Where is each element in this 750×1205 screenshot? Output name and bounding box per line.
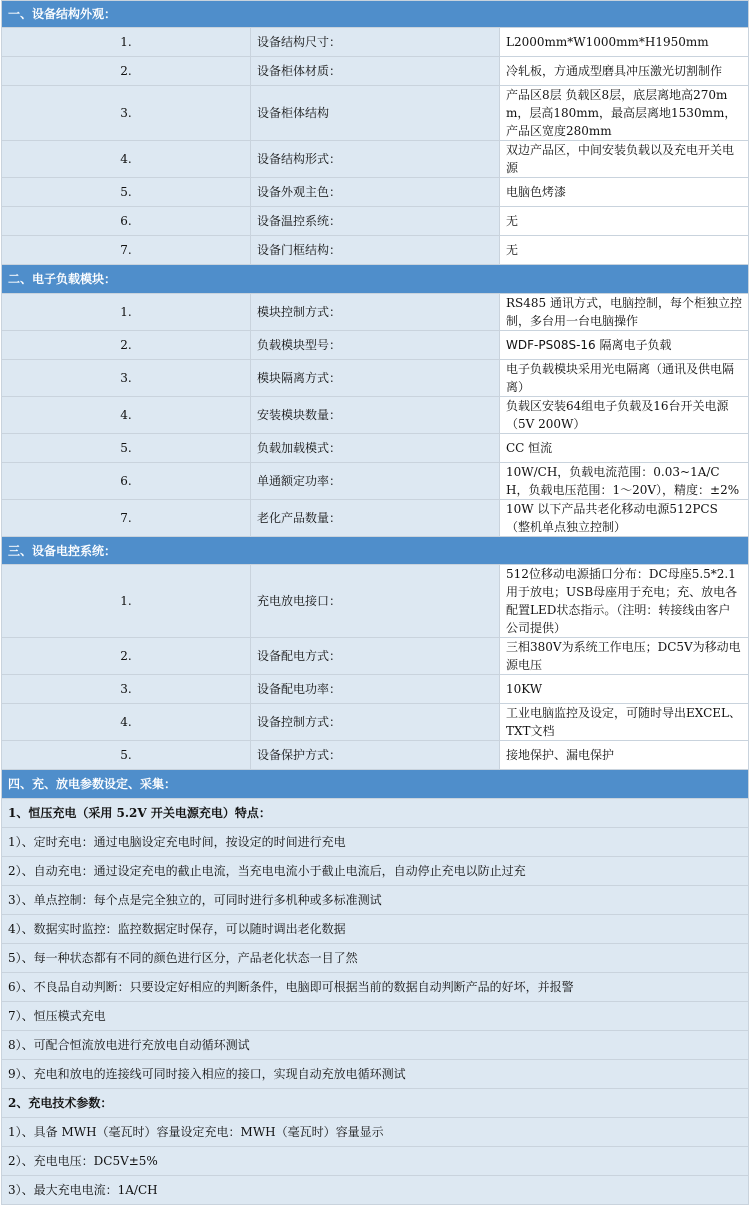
section-title: 一、设备结构外观：	[2, 1, 749, 28]
section-title: 二、电子负载模块：	[2, 265, 749, 294]
row-number: 1.	[2, 565, 251, 638]
row-value: 无	[500, 207, 749, 236]
row-label: 设备控制方式：	[251, 704, 500, 741]
row-number: 5.	[2, 434, 251, 463]
section-title: 四、充、放电参数设定、采集：	[2, 770, 749, 799]
table-row	[2, 360, 749, 397]
row-value: 10W/CH，负载电流范围：0.03~1A/CH，负载电压范围：1～20V），精度：±2%	[500, 463, 749, 500]
row-label: 负载模块型号：	[251, 331, 500, 360]
row-value: 冷轧板，方通成型磨具冲压激光切割制作	[500, 57, 749, 86]
row-value: 负载区安装64组电子负载及16台开关电源（5V 200W）	[500, 397, 749, 434]
row-label: 安装模块数量：	[251, 397, 500, 434]
row-value: 工业电脑监控及设定，可随时导出EXCEL、TXT文档	[500, 704, 749, 741]
row-number: 6.	[2, 207, 251, 236]
row-value: 10W 以下产品共老化移动电源512PCS （整机单点独立控制）	[500, 500, 749, 537]
table-row	[2, 57, 749, 86]
row-number: 3.	[2, 360, 251, 397]
row-label: 单通额定功率：	[251, 463, 500, 500]
row-value: 电子负载模块采用光电隔离（通讯及供电隔离）	[500, 360, 749, 397]
row-label: 设备柜体材质：	[251, 57, 500, 86]
row-number: 2.	[2, 57, 251, 86]
list-item	[2, 1176, 749, 1205]
row-label: 老化产品数量：	[251, 500, 500, 537]
feature-text: 2）、充电电压：DC5V±5%	[2, 1147, 749, 1176]
row-value: 10KW	[500, 675, 749, 704]
row-label: 设备配电方式：	[251, 638, 500, 675]
row-number: 1.	[2, 28, 251, 57]
row-value: 三相380V为系统工作电压；DC5V为移动电源电压	[500, 638, 749, 675]
subsection-title: 1、恒压充电（采用 5.2V 开关电源充电）特点：	[2, 799, 749, 828]
section-header	[2, 1, 749, 28]
row-value: L2000mm*W1000mm*H1950mm	[500, 28, 749, 57]
row-value: 双边产品区，中间安装负载以及充电开关电源	[500, 141, 749, 178]
row-label: 设备外观主色：	[251, 178, 500, 207]
table-row	[2, 434, 749, 463]
row-label: 设备柜体结构	[251, 86, 500, 141]
list-item	[2, 1031, 749, 1060]
subsection-title: 2、充电技术参数：	[2, 1089, 749, 1118]
row-number: 3.	[2, 86, 251, 141]
row-value: 无	[500, 236, 749, 265]
table-row	[2, 141, 749, 178]
row-number: 7.	[2, 500, 251, 537]
row-label: 设备温控系统：	[251, 207, 500, 236]
row-value: CC 恒流	[500, 434, 749, 463]
table-row	[2, 294, 749, 331]
row-number: 5.	[2, 178, 251, 207]
section-title: 三、设备电控系统：	[2, 537, 749, 565]
table-row	[2, 236, 749, 265]
row-number: 2.	[2, 331, 251, 360]
feature-text: 1）、具备 MWH（毫瓦时）容量设定充电：MWH（毫瓦时）容量显示	[2, 1118, 749, 1147]
row-number: 2.	[2, 638, 251, 675]
subsection-header	[2, 799, 749, 828]
feature-text: 5）、每一种状态都有不同的颜色进行区分，产品老化状态一目了然	[2, 944, 749, 973]
spec-table	[1, 0, 749, 1205]
row-number: 6.	[2, 463, 251, 500]
list-item	[2, 915, 749, 944]
feature-text: 8）、可配合恒流放电进行充放电自动循环测试	[2, 1031, 749, 1060]
section-header	[2, 770, 749, 799]
list-item	[2, 1002, 749, 1031]
list-item	[2, 973, 749, 1002]
row-number: 4.	[2, 141, 251, 178]
row-number: 4.	[2, 397, 251, 434]
row-label: 设备配电功率：	[251, 675, 500, 704]
table-row	[2, 675, 749, 704]
table-row	[2, 500, 749, 537]
table-row	[2, 741, 749, 770]
row-label: 设备结构尺寸：	[251, 28, 500, 57]
row-label: 设备门框结构：	[251, 236, 500, 265]
table-row	[2, 565, 749, 638]
table-row	[2, 28, 749, 57]
list-item	[2, 828, 749, 857]
table-row	[2, 397, 749, 434]
table-row	[2, 704, 749, 741]
row-label: 设备保护方式：	[251, 741, 500, 770]
list-item	[2, 1147, 749, 1176]
table-row	[2, 331, 749, 360]
row-value: RS485 通讯方式，电脑控制，每个柜独立控制，多台用一台电脑操作	[500, 294, 749, 331]
table-row	[2, 638, 749, 675]
row-label: 模块控制方式：	[251, 294, 500, 331]
row-value: 电脑色烤漆	[500, 178, 749, 207]
list-item	[2, 1118, 749, 1147]
row-number: 5.	[2, 741, 251, 770]
table-row	[2, 178, 749, 207]
row-value: 产品区8层 负载区8层，底层离地高270mm，层高180mm，最高层离地1530mm，产品区宽度280mm	[500, 86, 749, 141]
feature-text: 3）、单点控制：每个点是完全独立的，可同时进行多机种或多标准测试	[2, 886, 749, 915]
feature-text: 3）、最大充电电流：1A/CH	[2, 1176, 749, 1205]
row-value: WDF-PS08S-16 隔离电子负载	[500, 331, 749, 360]
section-header	[2, 265, 749, 294]
feature-text: 9）、充电和放电的连接线可同时接入相应的接口，实现自动充放电循环测试	[2, 1060, 749, 1089]
row-number: 4.	[2, 704, 251, 741]
row-value: 接地保护、漏电保护	[500, 741, 749, 770]
row-number: 1.	[2, 294, 251, 331]
table-row	[2, 86, 749, 141]
feature-text: 2）、自动充电：通过设定充电的截止电流，当充电电流小于截止电流后，自动停止充电以防止过充	[2, 857, 749, 886]
row-label: 设备结构形式：	[251, 141, 500, 178]
list-item	[2, 857, 749, 886]
table-row	[2, 207, 749, 236]
list-item	[2, 944, 749, 973]
feature-text: 1）、定时充电：通过电脑设定充电时间，按设定的时间进行充电	[2, 828, 749, 857]
feature-text: 7）、恒压模式充电	[2, 1002, 749, 1031]
row-label: 充电放电接口：	[251, 565, 500, 638]
list-item	[2, 1060, 749, 1089]
feature-text: 6）、不良品自动判断：只要设定好相应的判断条件，电脑即可根据当前的数据自动判断产品的好坏，并报警	[2, 973, 749, 1002]
subsection-header	[2, 1089, 749, 1118]
table-row	[2, 463, 749, 500]
list-item	[2, 886, 749, 915]
row-label: 模块隔离方式：	[251, 360, 500, 397]
row-label: 负载加载模式：	[251, 434, 500, 463]
section-header	[2, 537, 749, 565]
feature-text: 4）、数据实时监控：监控数据定时保存，可以随时调出老化数据	[2, 915, 749, 944]
row-number: 7.	[2, 236, 251, 265]
row-value: 512位移动电源插口分布：DC母座5.5*2.1用于放电；USB母座用于充电；充、放电各配置LED状态指示。（注明：转接线由客户公司提供）	[500, 565, 749, 638]
row-number: 3.	[2, 675, 251, 704]
